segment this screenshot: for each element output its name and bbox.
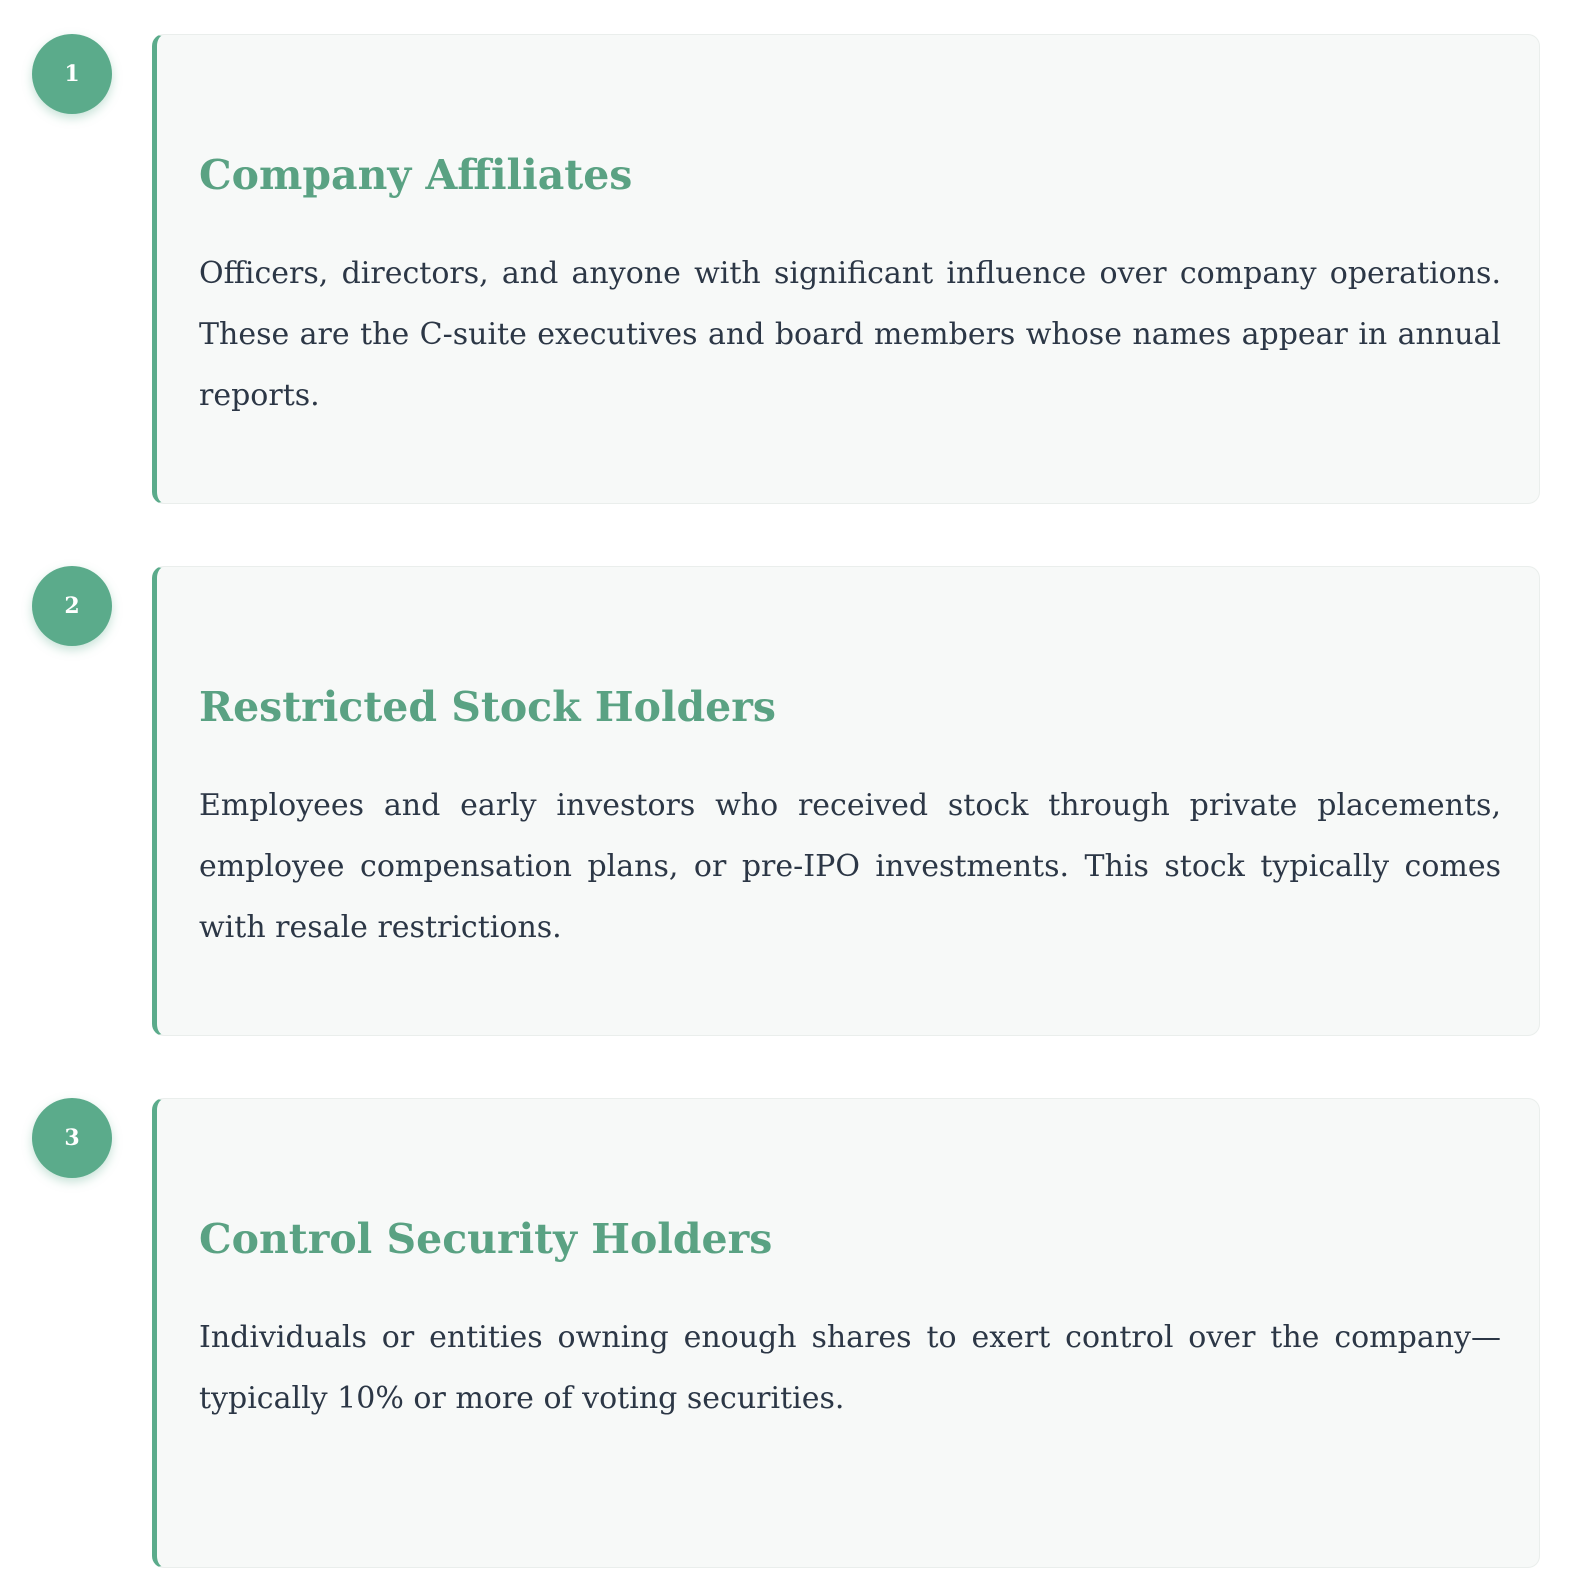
step-number-badge: 1 <box>32 34 112 114</box>
card-description: Employees and early investors who received stock through private placements, employee compensation plans, or pre-IPO investments. This stock typically comes with resale restrictions. <box>199 788 1501 945</box>
step-number-badge: 3 <box>32 1098 112 1178</box>
info-card <box>152 34 1540 504</box>
card-title: Control Security Holders <box>199 1215 773 1263</box>
info-card <box>152 566 1540 1036</box>
list-item <box>0 34 1580 506</box>
step-number-badge: 2 <box>32 566 112 646</box>
card-title: Restricted Stock Holders <box>199 683 776 731</box>
card-description: Individuals or entities owning enough shares to exert control over the company—typically 10% or more of voting securities. <box>199 1320 1501 1416</box>
info-card <box>152 1098 1540 1568</box>
card-description: Officers, directors, and anyone with significant influence over company operations. These are the C-suite executives and board members whose names appear in annual reports. <box>199 256 1501 413</box>
card-title: Company Affiliates <box>199 151 633 199</box>
list-item <box>0 566 1580 1038</box>
list-item <box>0 1098 1580 1570</box>
